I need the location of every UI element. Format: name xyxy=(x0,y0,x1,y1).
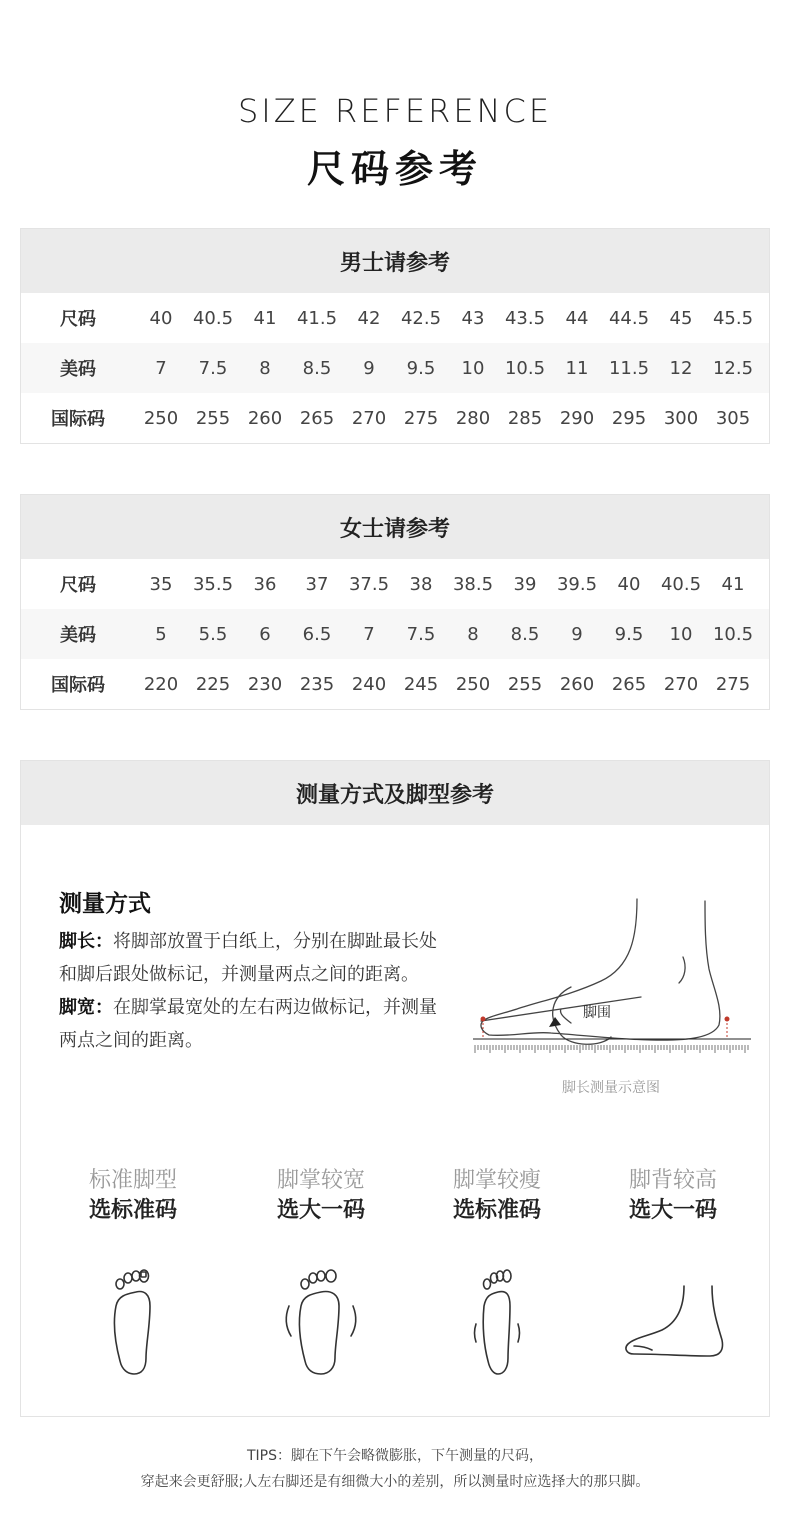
men-table-title: 男士请参考 xyxy=(21,229,769,293)
row-label: 国际码 xyxy=(51,409,105,430)
size-cell: 8 xyxy=(467,623,479,645)
size-cell: 11 xyxy=(565,357,589,379)
row-cells xyxy=(135,574,769,595)
foot-narrow-icon xyxy=(462,1266,532,1376)
size-cell: 275 xyxy=(715,673,751,695)
size-cell: 11.5 xyxy=(608,357,650,379)
tips xyxy=(0,1443,790,1495)
size-cell: 10 xyxy=(461,357,485,379)
size-cell: 38 xyxy=(409,573,433,595)
row-cells xyxy=(135,308,769,329)
foot-type-advice: 选标准码 xyxy=(88,1198,177,1223)
size-cell: 40.5 xyxy=(192,307,234,329)
size-cell: 45 xyxy=(669,307,693,329)
foot-type-advice: 选大一码 xyxy=(628,1198,717,1223)
women-size-table xyxy=(20,494,770,710)
size-cell: 275 xyxy=(403,407,439,429)
size-cell: 255 xyxy=(507,673,543,695)
foot-type-name: 标准脚型 xyxy=(88,1168,177,1193)
size-cell: 45.5 xyxy=(712,307,754,329)
size-cell: 10.5 xyxy=(712,623,754,645)
foot-type-high-arch xyxy=(583,1166,763,1380)
size-cell: 230 xyxy=(247,673,283,695)
foot-type-name: 脚掌较宽 xyxy=(276,1168,365,1193)
size-cell: 7.5 xyxy=(198,357,228,379)
women-table-title: 女士请参考 xyxy=(21,495,769,559)
size-cell: 41 xyxy=(721,573,745,595)
tips-line-2: 穿起来会更舒服;人左右脚还是有细微大小的差别，所以测量时应选择大的那只脚。 xyxy=(140,1474,650,1490)
size-cell: 40 xyxy=(617,573,641,595)
foot-standard-icon xyxy=(98,1266,168,1376)
size-cell: 5.5 xyxy=(198,623,228,645)
size-cell: 250 xyxy=(455,673,491,695)
foot-type-wide xyxy=(231,1166,411,1380)
size-cell: 6 xyxy=(259,623,271,645)
size-cell: 295 xyxy=(611,407,647,429)
row-cells xyxy=(135,674,769,695)
foot-type-advice: 选大一码 xyxy=(276,1198,365,1223)
method-title: 测量方式 xyxy=(59,891,151,917)
foot-type-standard xyxy=(43,1166,223,1380)
size-cell: 44 xyxy=(565,307,589,329)
length-text: 将脚部放置于白纸上，分别在脚趾最长处和脚后跟处做标记，并测量两点之间的距离。 xyxy=(59,931,437,985)
size-cell: 9.5 xyxy=(614,623,644,645)
title-cn: 尺码参考 xyxy=(306,147,483,191)
row-label: 尺码 xyxy=(60,309,96,330)
foot-type-name: 脚背较高 xyxy=(628,1168,717,1193)
women-row-cn xyxy=(21,559,769,609)
size-cell: 6.5 xyxy=(302,623,332,645)
size-cell: 305 xyxy=(715,407,751,429)
size-cell: 35 xyxy=(149,573,173,595)
women-row-intl xyxy=(21,659,769,709)
size-cell: 44.5 xyxy=(608,307,650,329)
tips-line-1: TIPS：脚在下午会略微膨胀，下午测量的尺码， xyxy=(246,1448,543,1464)
size-cell: 41 xyxy=(253,307,277,329)
measure-section xyxy=(20,760,770,1417)
size-cell: 39 xyxy=(513,573,537,595)
size-cell: 280 xyxy=(455,407,491,429)
size-cell: 43 xyxy=(461,307,485,329)
size-cell: 7 xyxy=(155,357,167,379)
row-cells xyxy=(135,408,769,429)
size-cell: 8.5 xyxy=(510,623,540,645)
size-cell: 9 xyxy=(363,357,375,379)
width-text: 在脚掌最宽处的左右两边做标记，并测量两点之间的距离。 xyxy=(59,997,437,1051)
women-row-us xyxy=(21,609,769,659)
row-label: 国际码 xyxy=(51,675,105,696)
size-cell: 37 xyxy=(305,573,329,595)
foot-type-name: 脚掌较瘦 xyxy=(452,1168,541,1193)
men-row-intl xyxy=(21,393,769,443)
title-en: SIZE REFERENCE xyxy=(237,92,553,130)
size-cell: 10 xyxy=(669,623,693,645)
men-row-us xyxy=(21,343,769,393)
measure-section-title: 测量方式及脚型参考 xyxy=(21,761,769,825)
size-cell: 10.5 xyxy=(504,357,546,379)
foot-wide-icon xyxy=(281,1266,361,1376)
foot-types xyxy=(21,1166,771,1380)
foot-high-arch-icon xyxy=(618,1266,728,1376)
length-label: 脚长： xyxy=(59,931,113,952)
size-cell: 270 xyxy=(663,673,699,695)
method-description xyxy=(59,925,443,1057)
size-cell: 42.5 xyxy=(400,307,442,329)
size-cell: 7 xyxy=(363,623,375,645)
size-cell: 12.5 xyxy=(712,357,754,379)
size-cell: 245 xyxy=(403,673,439,695)
diagram-label: 脚围 xyxy=(583,1005,611,1021)
size-cell: 8 xyxy=(259,357,271,379)
size-cell: 9 xyxy=(571,623,583,645)
row-label: 美码 xyxy=(60,359,96,380)
ruler-icon xyxy=(475,1045,748,1053)
size-cell: 9.5 xyxy=(406,357,436,379)
size-cell: 41.5 xyxy=(296,307,338,329)
size-cell: 270 xyxy=(351,407,387,429)
men-size-table xyxy=(20,228,770,444)
foot-type-advice: 选标准码 xyxy=(452,1198,541,1223)
row-label: 尺码 xyxy=(60,575,96,596)
diagram-caption: 脚长测量示意图 xyxy=(562,1080,660,1096)
size-cell: 36 xyxy=(253,573,277,595)
size-cell: 265 xyxy=(299,407,335,429)
size-cell: 37.5 xyxy=(348,573,390,595)
size-cell: 285 xyxy=(507,407,543,429)
size-cell: 300 xyxy=(663,407,699,429)
size-cell: 290 xyxy=(559,407,595,429)
size-cell: 260 xyxy=(247,407,283,429)
size-cell: 220 xyxy=(143,673,179,695)
size-cell: 235 xyxy=(299,673,335,695)
size-cell: 225 xyxy=(195,673,231,695)
row-cells xyxy=(135,358,769,379)
size-cell: 5 xyxy=(155,623,167,645)
size-cell: 7.5 xyxy=(406,623,436,645)
row-label: 美码 xyxy=(60,625,96,646)
size-cell: 43.5 xyxy=(504,307,546,329)
size-cell: 265 xyxy=(611,673,647,695)
size-cell: 260 xyxy=(559,673,595,695)
size-cell: 35.5 xyxy=(192,573,234,595)
arrow-icon xyxy=(549,1017,561,1027)
size-cell: 40 xyxy=(149,307,173,329)
size-cell: 8.5 xyxy=(302,357,332,379)
size-cell: 39.5 xyxy=(556,573,598,595)
size-cell: 42 xyxy=(357,307,381,329)
size-cell: 12 xyxy=(669,357,693,379)
size-cell: 255 xyxy=(195,407,231,429)
size-cell: 250 xyxy=(143,407,179,429)
size-cell: 40.5 xyxy=(660,573,702,595)
size-cell: 240 xyxy=(351,673,387,695)
foot-length-diagram xyxy=(451,897,751,1087)
width-label: 脚宽： xyxy=(59,997,113,1018)
size-cell: 38.5 xyxy=(452,573,494,595)
men-row-cn xyxy=(21,293,769,343)
row-cells xyxy=(135,624,769,645)
foot-type-narrow xyxy=(407,1166,587,1380)
